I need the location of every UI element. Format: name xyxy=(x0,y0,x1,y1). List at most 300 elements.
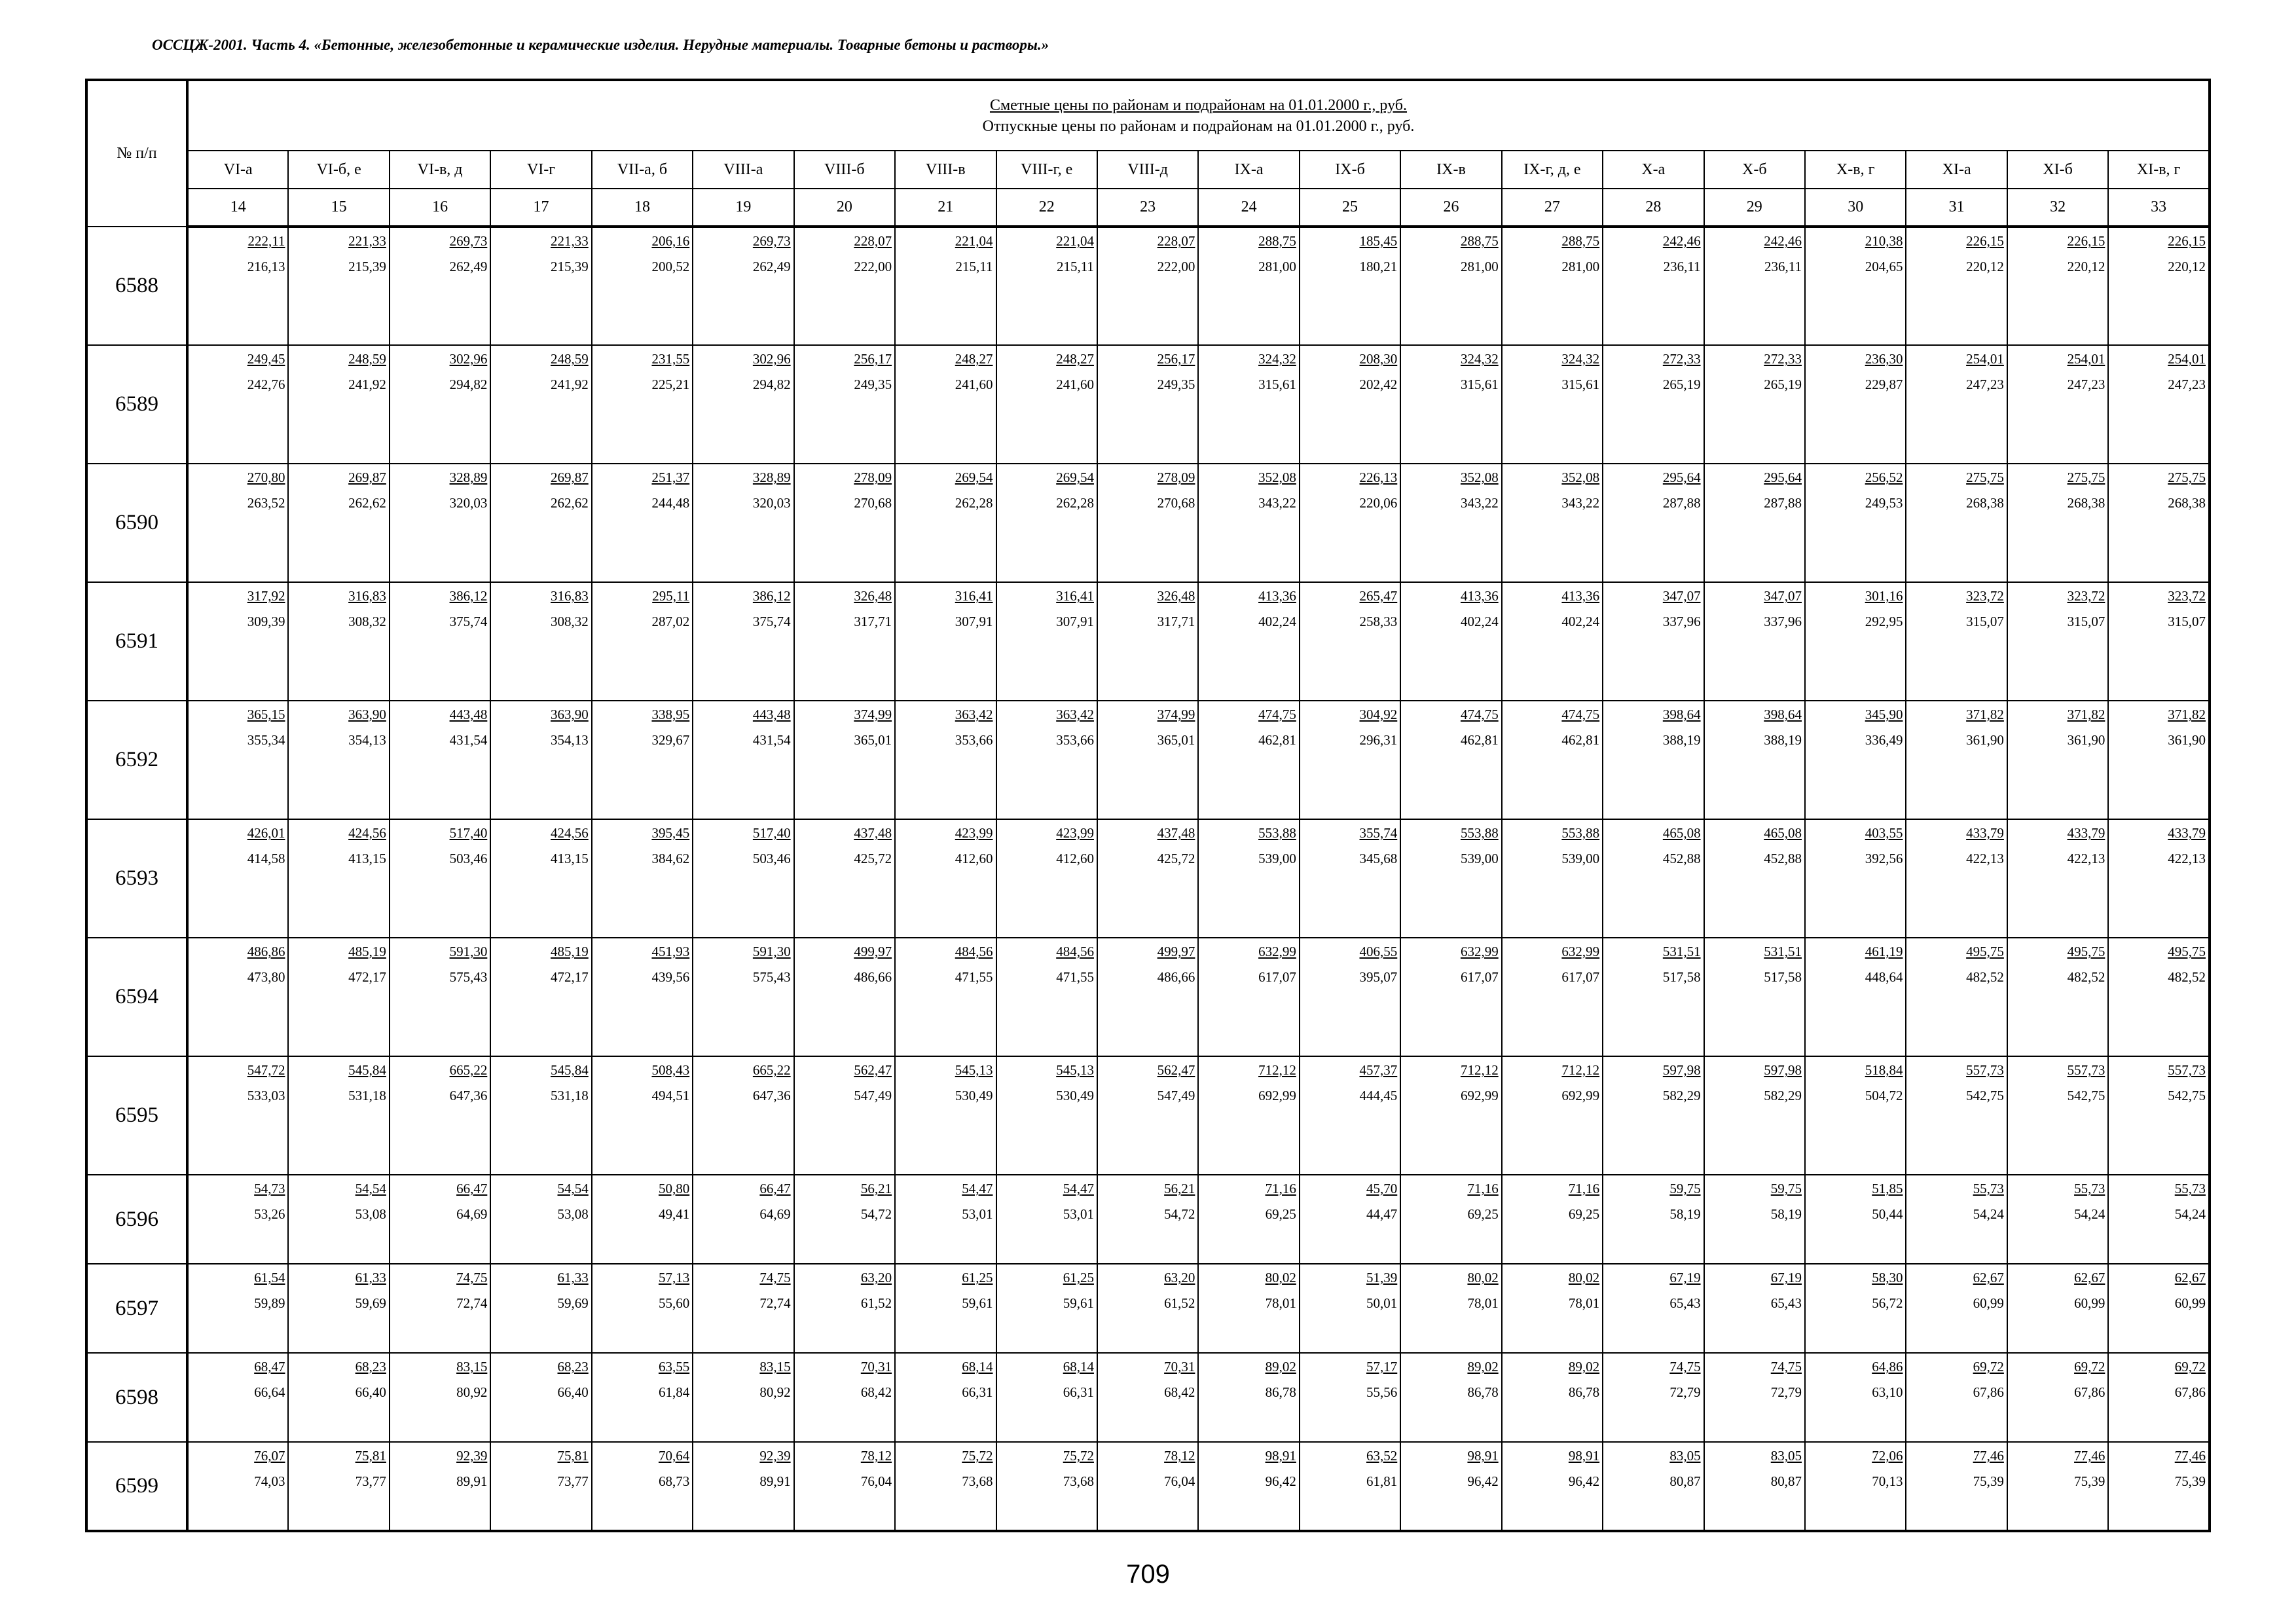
price-cell xyxy=(1198,345,1299,464)
price-cell xyxy=(592,1442,693,1531)
estimate-price: 70,31 xyxy=(1164,1359,1195,1375)
release-price: 89,91 xyxy=(759,1473,791,1489)
price-cell xyxy=(490,464,591,582)
table-caption xyxy=(187,80,2210,151)
price-cell xyxy=(1300,1056,1400,1175)
release-price: 70,13 xyxy=(1872,1473,1903,1489)
price-cell xyxy=(1300,819,1400,938)
price-cell xyxy=(2108,1056,2210,1175)
estimate-price: 221,04 xyxy=(1056,233,1094,249)
release-price: 75,39 xyxy=(2174,1473,2206,1489)
estimate-price: 374,99 xyxy=(1157,707,1195,722)
price-cell xyxy=(693,464,793,582)
price-cell xyxy=(2108,1175,2210,1264)
price-cell xyxy=(1097,701,1198,819)
region-header: X-б xyxy=(1704,151,1805,189)
price-cell xyxy=(1198,1175,1299,1264)
estimate-price: 221,33 xyxy=(551,233,589,249)
estimate-price: 328,89 xyxy=(449,470,488,485)
price-cell xyxy=(592,1056,693,1175)
release-price: 50,44 xyxy=(1872,1206,1903,1222)
estimate-price: 68,47 xyxy=(254,1359,285,1375)
price-cell xyxy=(996,819,1097,938)
price-cell xyxy=(187,345,288,464)
price-cell xyxy=(895,227,996,345)
price-cell xyxy=(2108,227,2210,345)
release-price: 262,28 xyxy=(1056,495,1094,511)
estimate-price: 50,80 xyxy=(658,1181,690,1196)
price-cell xyxy=(1805,819,1906,938)
estimate-price: 70,64 xyxy=(658,1448,690,1464)
estimate-price: 443,48 xyxy=(752,707,791,722)
release-price: 361,90 xyxy=(1966,732,2004,748)
price-cell xyxy=(1198,227,1299,345)
table-row xyxy=(86,582,2210,701)
estimate-price: 254,01 xyxy=(2168,351,2206,367)
price-cell xyxy=(1300,582,1400,701)
estimate-price: 256,17 xyxy=(854,351,892,367)
estimate-price: 495,75 xyxy=(2168,944,2206,959)
estimate-price: 278,09 xyxy=(1157,470,1195,485)
row-number: 6597 xyxy=(86,1264,187,1353)
price-cell xyxy=(1502,1175,1603,1264)
estimate-price: 413,36 xyxy=(1561,588,1600,604)
estimate-price: 69,72 xyxy=(2174,1359,2206,1375)
release-price: 462,81 xyxy=(1561,732,1600,748)
release-price: 61,84 xyxy=(658,1384,690,1400)
estimate-price: 517,40 xyxy=(752,825,791,841)
release-price: 61,52 xyxy=(860,1295,892,1311)
price-cell xyxy=(2108,701,2210,819)
price-cell xyxy=(1400,582,1501,701)
release-price: 73,77 xyxy=(557,1473,589,1489)
release-price: 86,78 xyxy=(1568,1384,1600,1400)
price-cell xyxy=(794,938,895,1056)
column-number: 27 xyxy=(1502,189,1603,227)
price-cell xyxy=(1400,345,1501,464)
release-price: 307,91 xyxy=(955,614,993,629)
estimate-price: 54,54 xyxy=(557,1181,589,1196)
estimate-price: 562,47 xyxy=(854,1062,892,1078)
release-price: 452,88 xyxy=(1764,851,1802,866)
estimate-price: 80,02 xyxy=(1265,1270,1296,1285)
estimate-price: 712,12 xyxy=(1561,1062,1600,1078)
column-number: 23 xyxy=(1097,189,1198,227)
row-number: 6598 xyxy=(86,1353,187,1442)
price-cell xyxy=(693,1442,793,1531)
estimate-price: 248,27 xyxy=(1056,351,1094,367)
price-cell xyxy=(2108,345,2210,464)
price-cell xyxy=(1906,1442,2007,1531)
release-price: 539,00 xyxy=(1561,851,1600,866)
row-number: 6592 xyxy=(86,701,187,819)
price-cell xyxy=(1906,1175,2007,1264)
row-number: 6591 xyxy=(86,582,187,701)
price-cell xyxy=(1805,701,1906,819)
release-price: 59,89 xyxy=(254,1295,285,1311)
region-header: VIII-б xyxy=(794,151,895,189)
release-price: 75,39 xyxy=(2074,1473,2105,1489)
release-price: 247,23 xyxy=(2168,377,2206,392)
estimate-price: 398,64 xyxy=(1662,707,1701,722)
release-price: 320,03 xyxy=(752,495,791,511)
release-price: 414,58 xyxy=(247,851,285,866)
release-price: 375,74 xyxy=(752,614,791,629)
estimate-price: 242,46 xyxy=(1764,233,1802,249)
estimate-price: 484,56 xyxy=(955,944,993,959)
column-number: 17 xyxy=(490,189,591,227)
estimate-price: 363,42 xyxy=(955,707,993,722)
price-cell xyxy=(794,1442,895,1531)
price-cell xyxy=(592,938,693,1056)
release-price: 262,49 xyxy=(752,259,791,274)
release-price: 59,69 xyxy=(557,1295,589,1311)
price-cell xyxy=(187,1442,288,1531)
release-price: 647,36 xyxy=(752,1088,791,1103)
release-price: 249,35 xyxy=(1157,377,1195,392)
column-number: 19 xyxy=(693,189,793,227)
price-cell xyxy=(1906,227,2007,345)
release-price: 375,74 xyxy=(449,614,488,629)
price-cell xyxy=(1502,819,1603,938)
release-price: 80,92 xyxy=(456,1384,488,1400)
release-price: 69,25 xyxy=(1265,1206,1296,1222)
estimate-price: 248,59 xyxy=(551,351,589,367)
estimate-price: 545,13 xyxy=(1056,1062,1094,1078)
num-header: № п/п xyxy=(86,80,187,227)
release-price: 308,32 xyxy=(551,614,589,629)
release-price: 65,43 xyxy=(1669,1295,1701,1311)
column-number: 24 xyxy=(1198,189,1299,227)
estimate-price: 226,13 xyxy=(1359,470,1398,485)
release-price: 69,25 xyxy=(1467,1206,1499,1222)
release-price: 262,62 xyxy=(551,495,589,511)
estimate-price: 77,46 xyxy=(1973,1448,2004,1464)
price-cell xyxy=(1704,345,1805,464)
price-cell xyxy=(1906,464,2007,582)
release-price: 533,03 xyxy=(247,1088,285,1103)
estimate-price: 288,75 xyxy=(1258,233,1296,249)
release-price: 268,38 xyxy=(1966,495,2004,511)
release-price: 54,72 xyxy=(860,1206,892,1222)
estimate-price: 72,06 xyxy=(1872,1448,1903,1464)
estimate-price: 55,73 xyxy=(2074,1181,2105,1196)
release-price: 96,42 xyxy=(1467,1473,1499,1489)
release-price: 220,06 xyxy=(1359,495,1398,511)
estimate-price: 92,39 xyxy=(456,1448,488,1464)
estimate-price: 474,75 xyxy=(1258,707,1296,722)
estimate-price: 485,19 xyxy=(348,944,386,959)
release-price: 215,11 xyxy=(955,259,993,274)
estimate-price: 288,75 xyxy=(1561,233,1600,249)
estimate-price: 413,36 xyxy=(1460,588,1499,604)
price-cell xyxy=(996,345,1097,464)
price-cell xyxy=(1502,582,1603,701)
price-cell xyxy=(1603,227,1704,345)
estimate-price: 61,33 xyxy=(355,1270,386,1285)
estimate-price: 75,72 xyxy=(962,1448,993,1464)
release-price: 343,22 xyxy=(1258,495,1296,511)
release-price: 67,86 xyxy=(1973,1384,2004,1400)
estimate-price: 517,40 xyxy=(449,825,488,841)
release-price: 617,07 xyxy=(1258,969,1296,985)
release-price: 353,66 xyxy=(1056,732,1094,748)
price-cell xyxy=(794,1353,895,1442)
release-price: 575,43 xyxy=(449,969,488,985)
estimate-price: 712,12 xyxy=(1258,1062,1296,1078)
estimate-price: 295,64 xyxy=(1662,470,1701,485)
price-cell xyxy=(1805,1056,1906,1175)
release-price: 547,49 xyxy=(854,1088,892,1103)
price-cell xyxy=(895,1056,996,1175)
price-cell xyxy=(693,227,793,345)
estimate-price: 474,75 xyxy=(1561,707,1600,722)
price-cell xyxy=(390,1442,490,1531)
price-cell xyxy=(490,345,591,464)
price-cell xyxy=(1198,819,1299,938)
release-price: 80,92 xyxy=(759,1384,791,1400)
estimate-price: 63,55 xyxy=(658,1359,690,1375)
price-cell xyxy=(1603,345,1704,464)
price-cell xyxy=(1704,1175,1805,1264)
release-price: 59,61 xyxy=(1063,1295,1094,1311)
release-price: 56,72 xyxy=(1872,1295,1903,1311)
estimate-price: 83,15 xyxy=(759,1359,791,1375)
column-number-row xyxy=(86,189,2210,227)
price-cell xyxy=(1704,1264,1805,1353)
price-cell xyxy=(288,582,389,701)
release-price: 354,13 xyxy=(348,732,386,748)
price-cell xyxy=(895,701,996,819)
release-price: 361,90 xyxy=(2067,732,2105,748)
price-cell xyxy=(1097,582,1198,701)
estimate-price: 363,90 xyxy=(551,707,589,722)
price-cell xyxy=(2007,1056,2108,1175)
price-cell xyxy=(1906,819,2007,938)
price-cell xyxy=(288,1442,389,1531)
release-price: 503,46 xyxy=(752,851,791,866)
estimate-price: 185,45 xyxy=(1359,233,1398,249)
release-price: 482,52 xyxy=(1966,969,2004,985)
price-cell xyxy=(1300,227,1400,345)
region-header: VIII-а xyxy=(693,151,793,189)
estimate-price: 413,36 xyxy=(1258,588,1296,604)
column-number: 18 xyxy=(592,189,693,227)
column-number: 14 xyxy=(187,189,288,227)
estimate-price: 495,75 xyxy=(1966,944,2004,959)
estimate-price: 228,07 xyxy=(854,233,892,249)
release-price: 287,88 xyxy=(1662,495,1701,511)
release-price: 412,60 xyxy=(955,851,993,866)
release-price: 531,18 xyxy=(551,1088,589,1103)
estimate-price: 74,75 xyxy=(759,1270,791,1285)
release-price: 66,31 xyxy=(962,1384,993,1400)
release-price: 76,04 xyxy=(1164,1473,1195,1489)
price-cell xyxy=(592,1353,693,1442)
estimate-price: 355,74 xyxy=(1359,825,1398,841)
row-number: 6593 xyxy=(86,819,187,938)
estimate-price: 485,19 xyxy=(551,944,589,959)
price-cell xyxy=(996,701,1097,819)
price-cell xyxy=(390,1264,490,1353)
price-cell xyxy=(1400,1442,1501,1531)
price-cell xyxy=(592,819,693,938)
release-price: 482,52 xyxy=(2168,969,2206,985)
price-cell xyxy=(2007,1175,2108,1264)
price-cell xyxy=(2108,464,2210,582)
price-cell xyxy=(187,1175,288,1264)
column-number: 29 xyxy=(1704,189,1805,227)
estimate-price: 433,79 xyxy=(1966,825,2004,841)
estimate-price: 71,16 xyxy=(1265,1181,1296,1196)
estimate-price: 77,46 xyxy=(2174,1448,2206,1464)
estimate-price: 269,54 xyxy=(1056,470,1094,485)
estimate-price: 324,32 xyxy=(1258,351,1296,367)
price-cell xyxy=(592,345,693,464)
estimate-price: 597,98 xyxy=(1662,1062,1701,1078)
price-cell xyxy=(693,938,793,1056)
row-number: 6588 xyxy=(86,227,187,345)
release-price: 354,13 xyxy=(551,732,589,748)
price-cell xyxy=(1704,1442,1805,1531)
release-price: 422,13 xyxy=(2067,851,2105,866)
estimate-price: 365,15 xyxy=(247,707,285,722)
release-price: 413,15 xyxy=(348,851,386,866)
release-price: 462,81 xyxy=(1460,732,1499,748)
estimate-price: 295,11 xyxy=(652,588,690,604)
release-price: 431,54 xyxy=(449,732,488,748)
price-cell xyxy=(390,464,490,582)
estimate-price: 352,08 xyxy=(1258,470,1296,485)
region-header: VI-б, е xyxy=(288,151,389,189)
price-cell xyxy=(1502,938,1603,1056)
region-header: XI-а xyxy=(1906,151,2007,189)
table-row xyxy=(86,819,2210,938)
release-price: 425,72 xyxy=(854,851,892,866)
estimate-price: 57,17 xyxy=(1366,1359,1398,1375)
release-price: 281,00 xyxy=(1561,259,1600,274)
release-price: 281,00 xyxy=(1460,259,1499,274)
column-number: 33 xyxy=(2108,189,2210,227)
release-price: 73,68 xyxy=(1063,1473,1094,1489)
release-price: 247,23 xyxy=(2067,377,2105,392)
estimate-price: 531,51 xyxy=(1662,944,1701,959)
estimate-price: 64,86 xyxy=(1872,1359,1903,1375)
release-price: 444,45 xyxy=(1359,1088,1398,1103)
table-row xyxy=(86,1264,2210,1353)
price-cell xyxy=(996,1056,1097,1175)
estimate-price: 83,05 xyxy=(1669,1448,1701,1464)
price-cell xyxy=(895,1175,996,1264)
estimate-price: 371,82 xyxy=(2168,707,2206,722)
price-cell xyxy=(794,464,895,582)
price-cell xyxy=(1198,1056,1299,1175)
release-price: 241,92 xyxy=(551,377,589,392)
release-price: 268,38 xyxy=(2168,495,2206,511)
price-cell xyxy=(1300,1442,1400,1531)
price-cell xyxy=(1198,938,1299,1056)
estimate-price: 66,47 xyxy=(456,1181,488,1196)
release-price: 365,01 xyxy=(854,732,892,748)
price-cell xyxy=(2007,938,2108,1056)
price-cell xyxy=(592,1175,693,1264)
price-cell xyxy=(693,1056,793,1175)
price-cell xyxy=(794,1264,895,1353)
estimate-price: 83,05 xyxy=(1770,1448,1802,1464)
region-header: VIII-г, е xyxy=(996,151,1097,189)
estimate-price: 499,97 xyxy=(1157,944,1195,959)
estimate-price: 316,41 xyxy=(1056,588,1094,604)
release-price: 294,82 xyxy=(752,377,791,392)
estimate-price: 221,04 xyxy=(955,233,993,249)
release-price: 317,71 xyxy=(854,614,892,629)
release-price: 575,43 xyxy=(752,969,791,985)
estimate-price: 231,55 xyxy=(651,351,690,367)
release-price: 60,99 xyxy=(1973,1295,2004,1311)
price-cell xyxy=(1097,1353,1198,1442)
release-price: 337,96 xyxy=(1764,614,1802,629)
release-price: 73,68 xyxy=(962,1473,993,1489)
release-price: 58,19 xyxy=(1669,1206,1701,1222)
estimate-price: 424,56 xyxy=(348,825,386,841)
release-price: 320,03 xyxy=(449,495,488,511)
price-cell xyxy=(1704,227,1805,345)
release-price: 265,19 xyxy=(1662,377,1701,392)
estimate-price: 210,38 xyxy=(1865,233,1903,249)
region-header: VII-а, б xyxy=(592,151,693,189)
release-price: 64,69 xyxy=(456,1206,488,1222)
price-cell xyxy=(1704,464,1805,582)
price-cell xyxy=(288,1264,389,1353)
estimate-price: 424,56 xyxy=(551,825,589,841)
release-price: 582,29 xyxy=(1764,1088,1802,1103)
estimate-price: 226,15 xyxy=(2168,233,2206,249)
price-cell xyxy=(1300,1175,1400,1264)
release-price: 692,99 xyxy=(1258,1088,1296,1103)
price-cell xyxy=(288,938,389,1056)
release-price: 80,87 xyxy=(1669,1473,1701,1489)
estimate-price: 632,99 xyxy=(1561,944,1600,959)
estimate-price: 98,91 xyxy=(1568,1448,1600,1464)
price-cell xyxy=(895,938,996,1056)
release-price: 222,00 xyxy=(1157,259,1195,274)
price-cell xyxy=(187,1056,288,1175)
estimate-price: 89,02 xyxy=(1467,1359,1499,1375)
estimate-price: 269,87 xyxy=(551,470,589,485)
release-price: 315,61 xyxy=(1561,377,1600,392)
price-cell xyxy=(1603,1056,1704,1175)
column-number: 20 xyxy=(794,189,895,227)
price-cell xyxy=(1300,464,1400,582)
estimate-price: 78,12 xyxy=(1164,1448,1195,1464)
release-price: 384,62 xyxy=(651,851,690,866)
price-cell xyxy=(1805,464,1906,582)
price-cell xyxy=(1097,227,1198,345)
estimate-price: 92,39 xyxy=(759,1448,791,1464)
release-price: 270,68 xyxy=(854,495,892,511)
price-cell xyxy=(490,701,591,819)
price-cell xyxy=(1198,1353,1299,1442)
release-price: 225,21 xyxy=(651,377,690,392)
price-cell xyxy=(1400,1353,1501,1442)
price-cell xyxy=(2007,227,2108,345)
estimate-price: 352,08 xyxy=(1460,470,1499,485)
estimate-price: 74,75 xyxy=(1770,1359,1802,1375)
price-cell xyxy=(187,1264,288,1353)
estimate-price: 54,73 xyxy=(254,1181,285,1196)
release-price: 55,60 xyxy=(658,1295,690,1311)
price-cell xyxy=(1400,1175,1501,1264)
